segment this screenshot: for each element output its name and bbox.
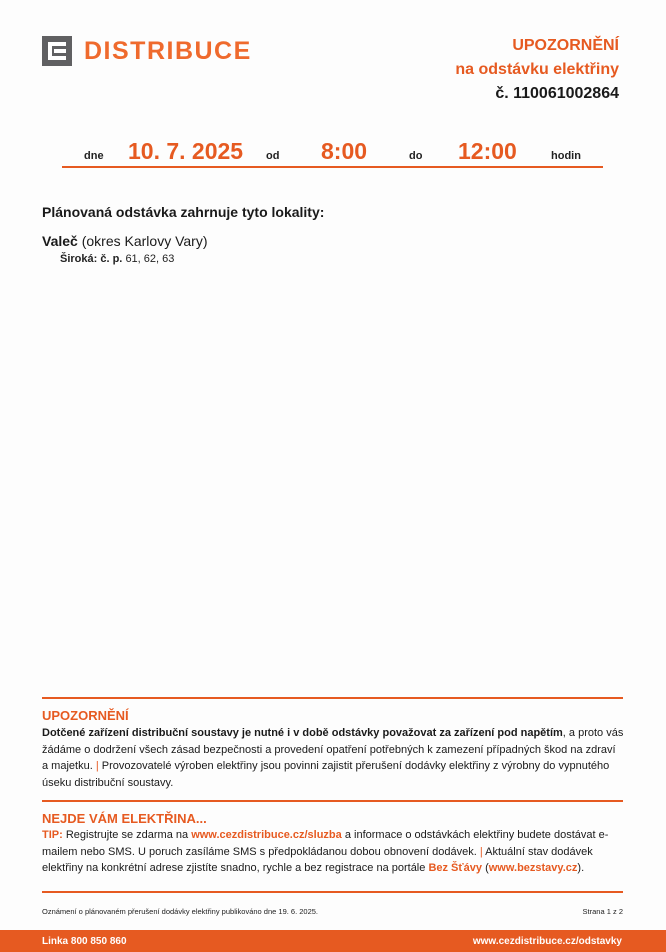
warning-bold-text: Dotčené zařízení distribuční soustavy je nutné i v době odstávky považovat za zařízení pod napětím	[42, 727, 563, 739]
outage-info-heading: NEJDE VÁM ELEKTŘINA...	[42, 811, 207, 826]
footer-hotline[interactable]: Linka 800 850 860	[42, 936, 127, 947]
logo-mark-icon	[42, 36, 72, 66]
to-time: 12:00	[458, 138, 517, 164]
outage-schedule	[62, 138, 603, 168]
outage-date: 10. 7. 2025	[128, 138, 244, 164]
notice-title-line1: UPOZORNĚNÍ	[512, 37, 619, 54]
warning-text	[42, 725, 624, 791]
divider	[42, 800, 623, 802]
to-label: do	[409, 150, 423, 162]
warning-producers-text: Provozovatelé výroben elektřiny jsou povinni zajistit přerušení dodávky elektřiny z výrobny do vypnutého úseku distribuční soustavy.	[42, 760, 610, 789]
street-name: Široká:	[60, 253, 98, 265]
service-link[interactable]: www.cezdistribuce.cz/sluzba	[191, 829, 342, 841]
from-time: 8:00	[321, 138, 368, 164]
page-number: Strana 1 z 2	[582, 907, 623, 916]
notice-number: č. 110061002864	[495, 85, 619, 102]
notice-title-line2: na odstávku elektřiny	[455, 61, 619, 78]
from-label: od	[266, 150, 280, 162]
portal-url-link[interactable]: www.bezstavy.cz	[488, 862, 578, 875]
paren-close: ).	[577, 862, 585, 875]
localities-heading: Plánovaná odstávka zahrnuje tyto lokality:	[42, 204, 325, 220]
tip-text-1: Registrujte se zdarma na	[65, 829, 189, 841]
outage-info-text	[42, 827, 624, 877]
street-numbers-label: č. p.	[100, 253, 123, 265]
hours-label: hodin	[551, 150, 581, 162]
separator: |	[95, 760, 99, 773]
street-numbers: 61, 62, 63	[125, 253, 175, 265]
notice-title	[455, 34, 619, 106]
divider	[42, 697, 623, 699]
tip-label: TIP:	[42, 829, 63, 841]
tip-text-2: a informace o odstávkách elektřiny budete dostávat e-mailem nebo SMS. U poruch zasíláme SMS s předpokládanou dobou obnovení dodávek.	[42, 829, 609, 858]
separator: |	[479, 845, 483, 858]
warning-text-rest: , a proto vás žádáme o dodržení všech zásad bezpečnosti a provedení opatření potřebných k zamezení případných škod na zdraví a majetku.	[42, 727, 624, 773]
street-item	[60, 253, 174, 265]
company-logo	[42, 36, 252, 66]
day-label: dne	[84, 150, 104, 162]
locality-district: (okres Karlovy Vary)	[81, 233, 208, 249]
footer-website[interactable]: www.cezdistribuce.cz/odstavky	[472, 936, 622, 947]
publication-note: Oznámení o plánovaném přerušení dodávky elektřiny publikováno dne 19. 6. 2025.	[42, 907, 319, 916]
paren-open: (	[485, 862, 489, 875]
divider	[42, 891, 623, 893]
warning-heading: UPOZORNĚNÍ	[42, 708, 129, 723]
locality-item	[42, 233, 208, 249]
logo-text: DISTRIBUCE	[84, 36, 252, 65]
portal-name-link[interactable]: Bez Šťávy	[428, 862, 483, 875]
footer-bar	[0, 930, 666, 952]
tip-text-3: Aktuální stav dodávek elektřiny na konkrétní adrese zjistíte snadno, rychle a bez registrace na portále	[42, 845, 593, 875]
locality-town: Valeč	[42, 233, 78, 249]
